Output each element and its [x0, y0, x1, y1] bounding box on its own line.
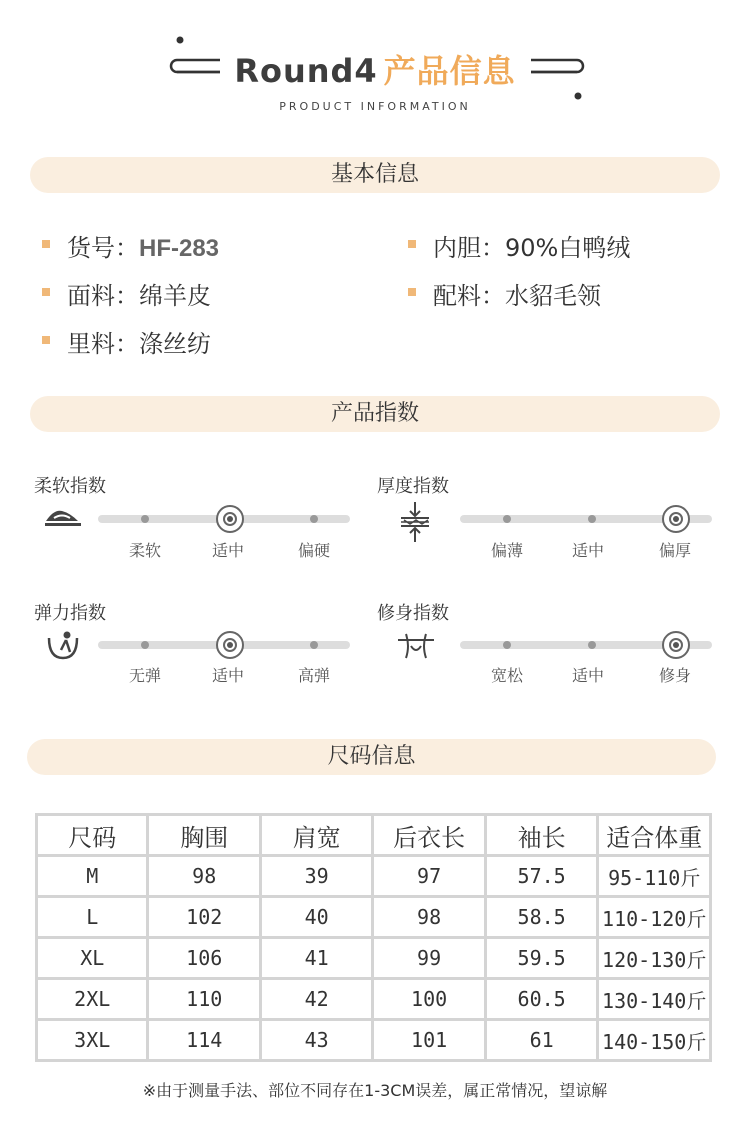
selected-marker: [662, 505, 690, 533]
tick-dot: [503, 641, 511, 649]
info-item-trim: [433, 276, 601, 311]
index-label-softness: 柔软指数: [34, 476, 106, 497]
info-item-fabric: [67, 276, 211, 311]
tick-label: 偏厚: [658, 541, 691, 560]
bullet-icon: [408, 288, 416, 296]
info-value: 90%白鸭绒: [505, 234, 631, 262]
tick-label: 无弹: [128, 666, 161, 685]
bullet-icon: [42, 336, 50, 344]
info-value: HF-283: [139, 235, 220, 262]
selected-marker: [662, 631, 690, 659]
table-header: 袖长: [485, 815, 598, 856]
info-value: 水貂毛领: [505, 282, 601, 310]
tick-dot: [141, 515, 149, 523]
index-label-thickness: 厚度指数: [377, 476, 449, 497]
title-cn: 产品信息: [383, 52, 516, 90]
selected-marker: [216, 631, 244, 659]
table-header: 肩宽: [260, 815, 372, 856]
table-cell: 39: [260, 856, 372, 897]
table-cell: 120-130斤: [598, 938, 711, 979]
selected-marker: [216, 505, 244, 533]
tick-label: 偏硬: [297, 541, 330, 560]
table-row: [37, 897, 711, 938]
table-header: 尺码: [37, 815, 148, 856]
info-key: 货号：: [67, 234, 139, 262]
tick-dot: [588, 515, 596, 523]
table-cell: M: [37, 856, 148, 897]
tick-dot: [503, 515, 511, 523]
info-item-lining: [67, 324, 211, 359]
tick-dot: [310, 515, 318, 523]
fit-icon: [396, 630, 436, 662]
table-cell: 97: [373, 856, 485, 897]
table-header: 胸围: [148, 815, 260, 856]
tick-label: 适中: [211, 666, 244, 685]
softness-icon: [44, 507, 82, 529]
measurement-note: ※由于测量手法、部位不同存在1-3CM误差，属正常情况，望谅解: [142, 1081, 608, 1100]
info-value: 绵羊皮: [139, 282, 211, 310]
info-key: 里料：: [67, 330, 139, 358]
section-product-index: 产品指数: [30, 396, 720, 432]
page-subtitle: PRODUCT INFORMATION: [279, 100, 471, 113]
tick-dot: [310, 641, 318, 649]
table-row: [37, 979, 711, 1020]
info-key: 面料：: [67, 282, 139, 310]
thickness-icon: [398, 502, 432, 542]
bullet-icon: [42, 288, 50, 296]
table-cell: 59.5: [485, 938, 598, 979]
tick-label: 适中: [571, 666, 604, 685]
table-cell: 106: [148, 938, 260, 979]
table-cell: 110: [148, 979, 260, 1020]
index-label-elasticity: 弹力指数: [34, 603, 106, 624]
table-header: 适合体重: [598, 815, 711, 856]
page-title: [0, 46, 750, 92]
table-cell: 102: [148, 897, 260, 938]
table-cell: 110-120斤: [598, 897, 711, 938]
table-cell: 2XL: [37, 979, 148, 1020]
tick-label: 宽松: [490, 666, 523, 685]
table-cell: 41: [260, 938, 372, 979]
bullet-icon: [42, 240, 50, 248]
tick-label: 修身: [658, 666, 691, 685]
tick-label: 偏薄: [490, 541, 523, 560]
table-cell: 98: [148, 856, 260, 897]
tick-label: 高弹: [297, 666, 330, 685]
index-label-fit: 修身指数: [377, 603, 449, 624]
table-cell: 60.5: [485, 979, 598, 1020]
table-cell: 100: [373, 979, 485, 1020]
table-cell: 98: [373, 897, 485, 938]
section-basic-info: 基本信息: [30, 157, 720, 193]
table-cell: 43: [260, 1020, 372, 1061]
info-key: 配料：: [433, 282, 505, 310]
title-en: Round4: [234, 52, 378, 90]
table-cell: 40: [260, 897, 372, 938]
info-item-code: [67, 228, 219, 263]
table-cell: 140-150斤: [598, 1020, 711, 1061]
size-table: [35, 813, 712, 1062]
table-header-row: [37, 815, 711, 856]
table-cell: XL: [37, 938, 148, 979]
table-cell: 3XL: [37, 1020, 148, 1061]
elasticity-icon: [46, 628, 80, 662]
table-row: [37, 856, 711, 897]
table-cell: 114: [148, 1020, 260, 1061]
tick-label: 适中: [211, 541, 244, 560]
info-item-lining-down: [433, 228, 630, 263]
table-cell: 101: [373, 1020, 485, 1061]
table-row: [37, 938, 711, 979]
info-key: 内胆：: [433, 234, 505, 262]
table-cell: 61: [485, 1020, 598, 1061]
table-cell: 130-140斤: [598, 979, 711, 1020]
table-header: 后衣长: [373, 815, 485, 856]
info-value: 涤丝纺: [139, 330, 211, 358]
tick-label: 适中: [571, 541, 604, 560]
table-cell: 57.5: [485, 856, 598, 897]
bullet-icon: [408, 240, 416, 248]
tick-dot: [588, 641, 596, 649]
section-size-info: 尺码信息: [27, 739, 716, 775]
tick-dot: [141, 641, 149, 649]
table-cell: 58.5: [485, 897, 598, 938]
table-row: [37, 1020, 711, 1061]
tick-label: 柔软: [128, 541, 161, 560]
table-cell: 95-110斤: [598, 856, 711, 897]
table-cell: 99: [373, 938, 485, 979]
table-cell: 42: [260, 979, 372, 1020]
table-cell: L: [37, 897, 148, 938]
